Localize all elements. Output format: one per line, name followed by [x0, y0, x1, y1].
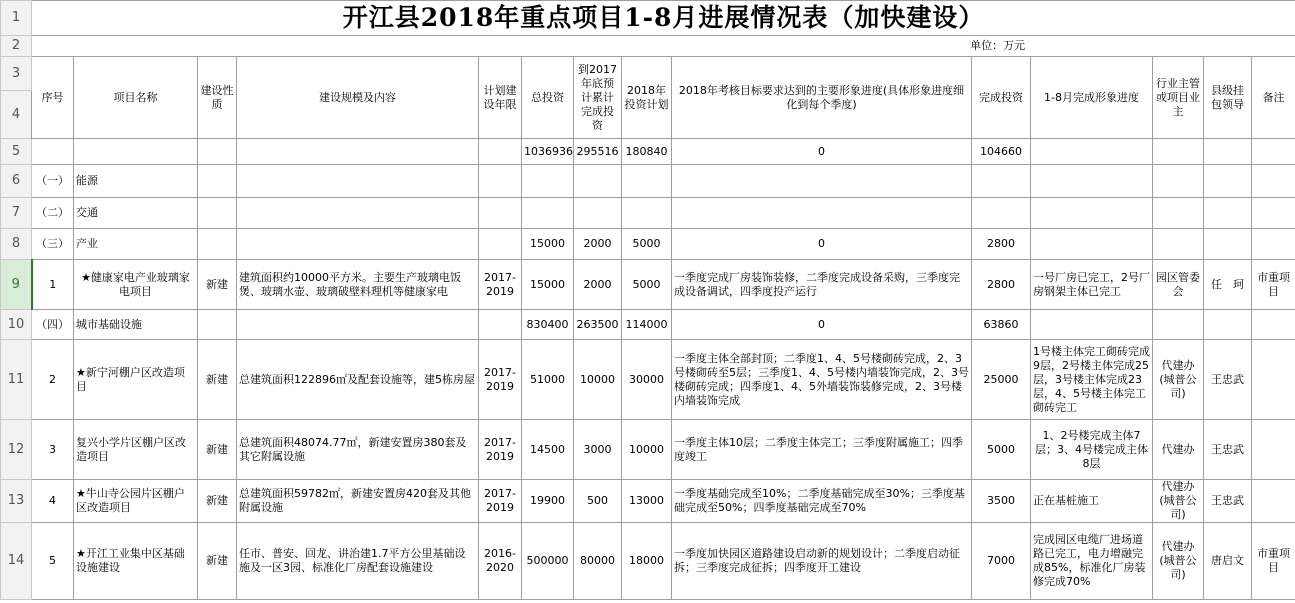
project-row: [1, 260, 1295, 310]
header-target[interactable]: 2018年考核目标要求达到的主要形象进度(具体形象进度细化到每个季度): [672, 57, 972, 139]
project-row: [1, 480, 1295, 523]
project-row: [1, 340, 1295, 420]
project-progress[interactable]: 一号厂房已完工，2号厂房钢架主体已完工: [1031, 260, 1153, 310]
project-done2017[interactable]: 10000: [574, 340, 622, 420]
project-target[interactable]: 一季度基础完成至10%；二季度基础完成至30%；三季度基础完成至50%；四季度基础完成至70%: [672, 480, 972, 523]
header-scale[interactable]: 建设规模及内容: [237, 57, 479, 139]
project-seq[interactable]: 4: [32, 480, 74, 523]
project-dept[interactable]: 代建办: [1153, 420, 1204, 480]
total-cell[interactable]: 15000: [522, 229, 574, 260]
project-remark[interactable]: [1252, 480, 1295, 523]
project-scale[interactable]: 任市、普安、回龙、讲治建1.7平方公里基础设施及一区3园、标准化厂房配套设施建设: [237, 523, 479, 600]
category-name[interactable]: 城市基础设施: [74, 310, 198, 340]
project-seq[interactable]: 5: [32, 523, 74, 600]
project-total[interactable]: 14500: [522, 420, 574, 480]
project-total[interactable]: 19900: [522, 480, 574, 523]
header-completed[interactable]: 完成投资: [972, 57, 1031, 139]
project-scale[interactable]: 建筑面积约10000平方米。主要生产玻璃电饭煲、玻璃水壶、玻璃破壁料理机等健康家电: [237, 260, 479, 310]
project-dept[interactable]: 代建办(城普公司): [1153, 340, 1204, 420]
project-scale[interactable]: 总建筑面积122896㎡及配套设施等，建5栋房屋: [237, 340, 479, 420]
project-dept[interactable]: 代建办(城普公司): [1153, 480, 1204, 523]
project-total[interactable]: 51000: [522, 340, 574, 420]
project-completed[interactable]: 25000: [972, 340, 1031, 420]
project-plan2018[interactable]: 5000: [622, 260, 672, 310]
project-done2017[interactable]: 3000: [574, 420, 622, 480]
project-name[interactable]: ★牛山寺公园片区棚户区改造项目: [74, 480, 198, 523]
project-remark[interactable]: [1252, 340, 1295, 420]
plan2018-cell[interactable]: 114000: [622, 310, 672, 340]
category-name[interactable]: 产业: [74, 229, 198, 260]
project-scale[interactable]: 总建筑面积48074.77㎡，新建安置房380套及其它附属设施: [237, 420, 479, 480]
project-nature[interactable]: 新建: [198, 480, 237, 523]
header-leader[interactable]: 县级挂包领导: [1204, 57, 1252, 139]
category-row: [1, 198, 1295, 229]
row-header[interactable]: 4: [1, 91, 32, 139]
project-dept[interactable]: 园区管委会: [1153, 260, 1204, 310]
category-seq[interactable]: （四）: [32, 310, 74, 340]
project-completed[interactable]: 2800: [972, 260, 1031, 310]
completed-cell[interactable]: 104660: [972, 139, 1031, 165]
category-name[interactable]: 能源: [74, 165, 198, 198]
done2017-cell[interactable]: 2000: [574, 229, 622, 260]
project-row: [1, 420, 1295, 480]
project-leader[interactable]: 王忠武: [1204, 340, 1252, 420]
project-plan2018[interactable]: 18000: [622, 523, 672, 600]
project-dept[interactable]: 代建办(城普公司): [1153, 523, 1204, 600]
project-plan2018[interactable]: 30000: [622, 340, 672, 420]
project-total[interactable]: 500000: [522, 523, 574, 600]
project-remark[interactable]: 市重项目: [1252, 523, 1295, 600]
project-done2017[interactable]: 500: [574, 480, 622, 523]
project-nature[interactable]: 新建: [198, 340, 237, 420]
project-completed[interactable]: 5000: [972, 420, 1031, 480]
project-target[interactable]: 一季度主体全部封顶；二季度1、4、5号楼砌砖完成，2、3号楼砌砖至5层；三季度1、4、5号楼内墙装饰完成，2、3号楼砌砖完成；四季度1、4、5外墙装饰装修完成，2、3号楼内墙装饰完成: [672, 340, 972, 420]
total-cell[interactable]: 830400: [522, 310, 574, 340]
project-leader[interactable]: 任 珂: [1204, 260, 1252, 310]
plan2018-cell[interactable]: 180840: [622, 139, 672, 165]
completed-cell[interactable]: 63860: [972, 310, 1031, 340]
project-progress[interactable]: 1号楼主体完工砌砖完成9层，2号楼主体完成25层，3号楼主体完成23层，4、5号楼主体完工砌砖完工: [1031, 340, 1153, 420]
project-target[interactable]: 一季度完成厂房装饰装修，二季度完成设备采购，三季度完成设备调试，四季度投产运行: [672, 260, 972, 310]
project-completed[interactable]: 7000: [972, 523, 1031, 600]
category-row: [1, 310, 1295, 340]
header-plan2018[interactable]: 2018年投资计划: [622, 57, 672, 139]
completed-cell[interactable]: 2800: [972, 229, 1031, 260]
category-name[interactable]: 交通: [74, 198, 198, 229]
header-dept[interactable]: 行业主管或项目业主: [1153, 57, 1204, 139]
done2017-cell[interactable]: 295516: [574, 139, 622, 165]
project-row: [1, 523, 1295, 600]
project-plan2018[interactable]: 10000: [622, 420, 672, 480]
header-remark[interactable]: 备注: [1252, 57, 1295, 139]
project-target[interactable]: 一季度主体10层；二季度主体完工；三季度附属施工；四季度竣工: [672, 420, 972, 480]
header-name[interactable]: 项目名称: [74, 57, 198, 139]
row-header[interactable]: 12: [1, 420, 32, 480]
done2017-cell[interactable]: 263500: [574, 310, 622, 340]
project-period[interactable]: 2017-2019: [479, 340, 522, 420]
project-target[interactable]: 一季度加快园区道路建设启动新的规划设计；二季度启动征拆；三季度完成征拆；四季度开工建设: [672, 523, 972, 600]
project-name[interactable]: 复兴小学片区棚户区改造项目: [74, 420, 198, 480]
project-period[interactable]: 2016-2020: [479, 523, 522, 600]
header-period[interactable]: 计划建设年限: [479, 57, 522, 139]
project-plan2018[interactable]: 13000: [622, 480, 672, 523]
project-done2017[interactable]: 80000: [574, 523, 622, 600]
project-nature[interactable]: 新建: [198, 420, 237, 480]
row-header[interactable]: 3: [1, 57, 32, 91]
project-total[interactable]: 15000: [522, 260, 574, 310]
total-row: [1, 139, 1295, 165]
row-header[interactable]: 13: [1, 480, 32, 523]
project-name[interactable]: ★健康家电产业玻璃家电项目: [74, 260, 198, 310]
project-leader[interactable]: 王忠武: [1204, 480, 1252, 523]
sheet-title[interactable]: 开江县2018年重点项目1-8月进展情况表（加快建设）: [32, 1, 1295, 36]
project-period[interactable]: 2017-2019: [479, 260, 522, 310]
header-seq[interactable]: 序号: [32, 57, 74, 139]
header-progress[interactable]: 1-8月完成形象进度: [1031, 57, 1153, 139]
project-period[interactable]: 2017-2019: [479, 480, 522, 523]
project-done2017[interactable]: 2000: [574, 260, 622, 310]
category-seq[interactable]: （一）: [32, 165, 74, 198]
project-leader[interactable]: 唐启文: [1204, 523, 1252, 600]
plan2018-cell[interactable]: 5000: [622, 229, 672, 260]
project-progress[interactable]: 正在基桩施工: [1031, 480, 1153, 523]
project-name[interactable]: ★开江工业集中区基础设施建设: [74, 523, 198, 600]
category-row: [1, 165, 1295, 198]
row-header[interactable]: 2: [1, 36, 32, 57]
row-header[interactable]: 6: [1, 165, 32, 198]
unit-label[interactable]: 单位：万元: [32, 36, 1295, 57]
row-header[interactable]: 5: [1, 139, 32, 165]
row-header[interactable]: 1: [1, 1, 32, 36]
project-progress[interactable]: 1、2号楼完成主体7层；3、4号楼完成主体8层: [1031, 420, 1153, 480]
category-seq[interactable]: （三）: [32, 229, 74, 260]
row-header[interactable]: 14: [1, 523, 32, 600]
project-nature[interactable]: 新建: [198, 260, 237, 310]
project-remark[interactable]: 市重项目: [1252, 260, 1295, 310]
project-period[interactable]: 2017-2019: [479, 420, 522, 480]
row-header[interactable]: 10: [1, 310, 32, 340]
total-cell[interactable]: 1036936: [522, 139, 574, 165]
category-seq[interactable]: （二）: [32, 198, 74, 229]
project-completed[interactable]: 3500: [972, 480, 1031, 523]
project-seq[interactable]: 1: [32, 260, 74, 310]
project-nature[interactable]: 新建: [198, 523, 237, 600]
project-seq[interactable]: 3: [32, 420, 74, 480]
project-name[interactable]: ★新宁河棚户区改造项目: [74, 340, 198, 420]
header-done2017[interactable]: 到2017年底预计累计完成投资: [574, 57, 622, 139]
target-cell[interactable]: 0: [672, 139, 972, 165]
project-leader[interactable]: 王忠武: [1204, 420, 1252, 480]
project-seq[interactable]: 2: [32, 340, 74, 420]
category-row: [1, 229, 1295, 260]
row-header[interactable]: 7: [1, 198, 32, 229]
header-nature[interactable]: 建设性质: [198, 57, 237, 139]
header-total[interactable]: 总投资: [522, 57, 574, 139]
row-header-selected[interactable]: 9: [1, 260, 32, 310]
target-cell[interactable]: 0: [672, 310, 972, 340]
row-header[interactable]: 8: [1, 229, 32, 260]
project-remark[interactable]: [1252, 420, 1295, 480]
target-cell[interactable]: 0: [672, 229, 972, 260]
project-scale[interactable]: 总建筑面积59782㎡，新建安置房420套及其他附属设施: [237, 480, 479, 523]
row-header[interactable]: 11: [1, 340, 32, 420]
project-progress[interactable]: 完成园区电缆厂进场道路已完工，电力增融完成85%，标准化厂房装修完成70%: [1031, 523, 1153, 600]
